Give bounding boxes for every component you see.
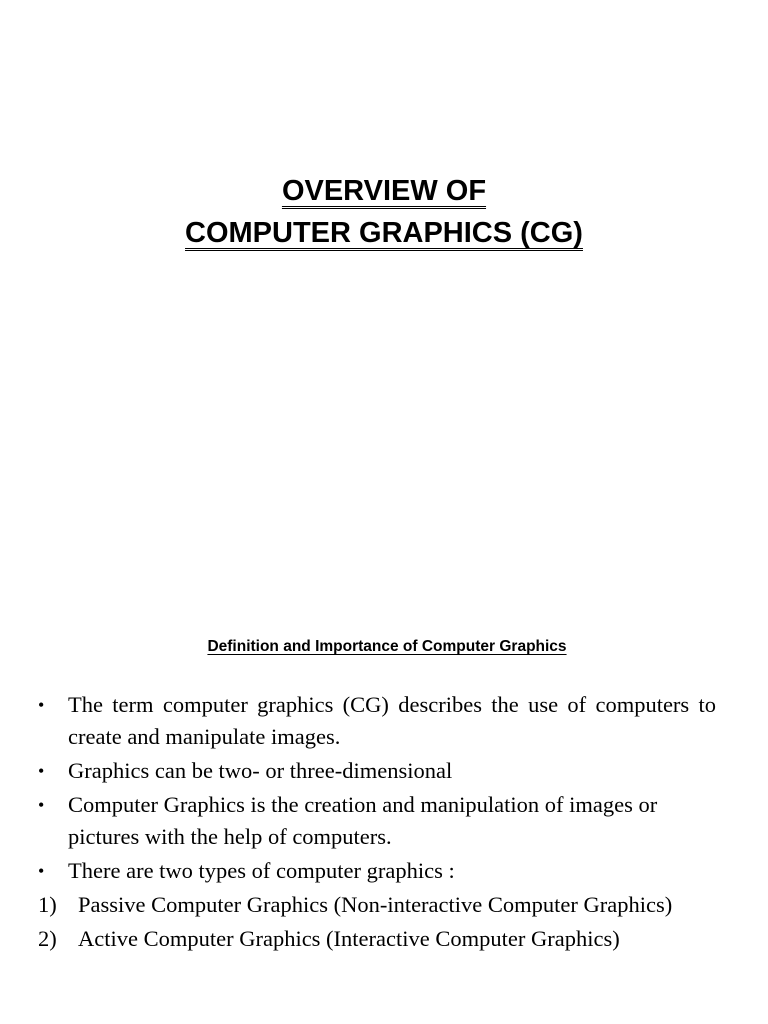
page-title [0, 170, 768, 254]
bullet-item [38, 855, 716, 887]
numbered-item [38, 923, 716, 955]
title-line-1: OVERVIEW OF [281, 175, 487, 207]
bullet-text: The term computer graphics (CG) describes the use of computers to create and manipulate images. [68, 692, 716, 749]
bullet-mark: • [38, 795, 45, 815]
bullet-text: Computer Graphics is the creation and manipulation of images or pictures with the help of computers. [68, 792, 658, 849]
body-content [38, 689, 716, 957]
bullet-mark: • [38, 761, 45, 781]
bullet-text: There are two types of computer graphics : [68, 858, 455, 883]
numbered-item [38, 889, 716, 921]
section-subheading: Definition and Importance of Computer Graphics [207, 638, 567, 655]
bullet-item [38, 789, 716, 853]
bullet-text: Graphics can be two- or three-dimensional [68, 758, 453, 783]
bullet-item [38, 755, 716, 787]
bullet-mark: • [38, 695, 45, 715]
numbered-text: Active Computer Graphics (Interactive Computer Graphics) [78, 926, 620, 951]
bullet-item [38, 689, 716, 753]
title-line-2: COMPUTER GRAPHICS (CG) [185, 217, 583, 249]
bullet-mark: • [38, 861, 45, 881]
numbered-text: Passive Computer Graphics (Non-interactive Computer Graphics) [78, 892, 673, 917]
number-mark: 2) [38, 926, 57, 951]
number-mark: 1) [38, 892, 57, 917]
